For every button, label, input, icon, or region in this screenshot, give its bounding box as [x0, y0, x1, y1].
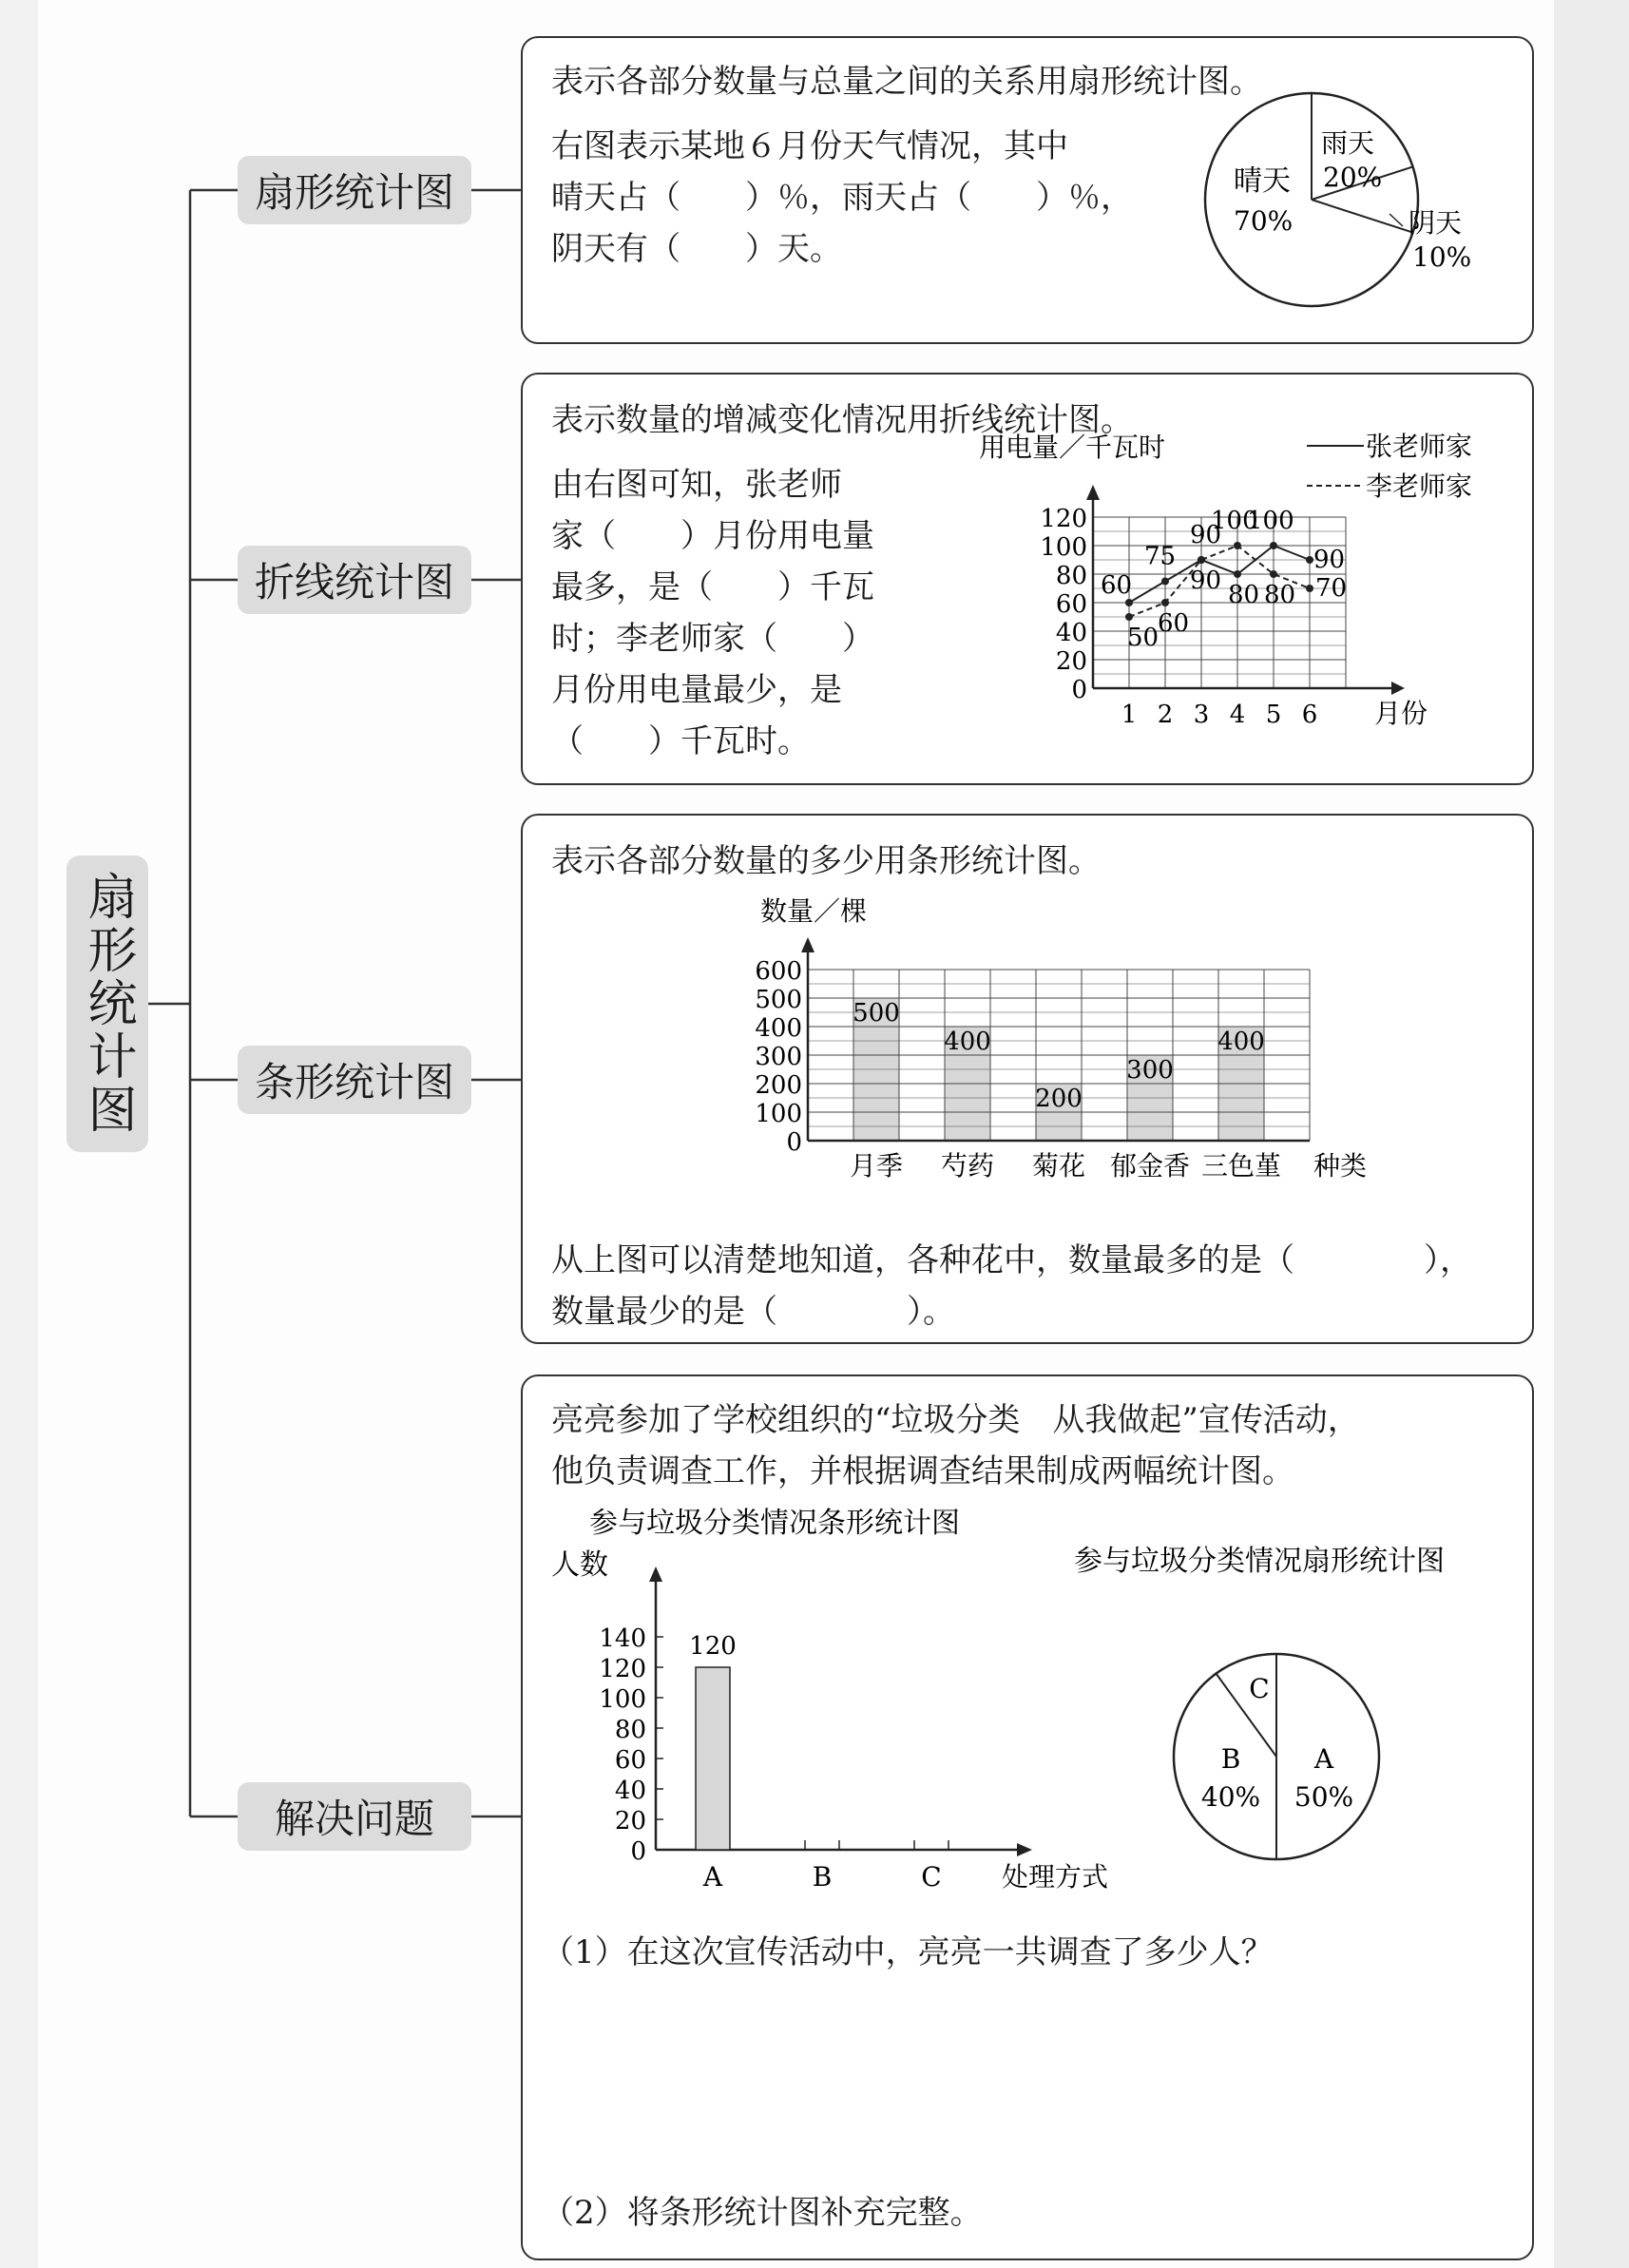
- bar-y-tick: 300: [755, 1043, 802, 1071]
- bar-y-tick: 500: [755, 986, 802, 1014]
- line-y-tick: 20: [1055, 647, 1087, 676]
- solve-card: [521, 1374, 1534, 2260]
- line-point: [1306, 556, 1313, 564]
- bar2-y-tick: 60: [614, 1746, 646, 1775]
- flower-bar-chart: [694, 892, 1368, 1196]
- line-question-3: 最多，是（ ）千瓦: [551, 568, 874, 606]
- solve-question-1: （1）在这次宣传活动中，亮亮一共调查了多少人？: [542, 1933, 1274, 1971]
- line-x-tick: 3: [1193, 701, 1210, 729]
- root-title: 扇形统计图: [79, 871, 136, 1137]
- bar2-y-label: 人数: [551, 1548, 608, 1582]
- bar2-y-tick: 20: [614, 1807, 646, 1836]
- pie-label-rainy: 雨天: [1321, 127, 1375, 159]
- legend-zhang: 张老师家: [1366, 431, 1473, 462]
- weather-pie-chart: [1188, 76, 1472, 323]
- pie-question-1: 右图表示某地６月份天气情况，其中: [551, 127, 1068, 165]
- line-point: [1125, 599, 1133, 606]
- bar2-y-arrow: [649, 1566, 662, 1582]
- line-point: [1125, 613, 1133, 621]
- line-y-label: 用电量／千瓦时: [979, 432, 1166, 463]
- line-data-label: 70: [1315, 574, 1348, 603]
- bar-data-label: 500: [853, 999, 900, 1028]
- solve-intro-1: 亮亮参加了学校组织的“垃圾分类 从我做起”宣传活动，: [551, 1401, 1360, 1439]
- line-question-1: 由右图可知，张老师: [551, 466, 842, 504]
- branch-line: 折线统计图: [238, 546, 471, 614]
- pie2-value-a: 50%: [1294, 1781, 1354, 1813]
- line-data-label: 80: [1228, 581, 1260, 609]
- line-data-label: 100: [1247, 507, 1294, 535]
- pie-label-sunny: 晴天: [1234, 164, 1291, 198]
- bar-x-tick: 菊花: [1031, 1150, 1086, 1182]
- bar2-data-label: 120: [689, 1632, 737, 1661]
- garbage-bar-chart: [542, 1507, 1109, 1909]
- line-point: [1161, 578, 1169, 586]
- line-card: [521, 373, 1534, 785]
- solve-question-2: （2）将条形统计图补充完整。: [542, 2194, 983, 2232]
- line-y-tick: 120: [1040, 505, 1087, 533]
- bar2-y-tick: 40: [614, 1777, 646, 1805]
- line-question-4: 时；李老师家（ ）: [551, 620, 874, 658]
- line-x-tick: 4: [1229, 701, 1246, 729]
- bar2-x-label: 处理方式: [1001, 1861, 1109, 1893]
- bar-x-tick: 三色堇: [1200, 1150, 1282, 1182]
- line-y-tick: 0: [1071, 676, 1087, 704]
- bar-x-tick: 郁金香: [1109, 1150, 1191, 1182]
- branch-pie: 扇形统计图: [238, 156, 471, 224]
- pie-value-rainy: 20%: [1323, 162, 1383, 193]
- root-node: [67, 855, 148, 1152]
- bar2-title: 参与垃圾分类情况条形统计图: [589, 1507, 960, 1540]
- line-data-label: 90: [1190, 567, 1222, 595]
- bar-y-tick: 600: [755, 957, 802, 986]
- bar2-y-tick: 0: [630, 1837, 646, 1866]
- bar2-y-tick: 100: [599, 1685, 646, 1714]
- bar-y-tick: 100: [755, 1100, 802, 1128]
- pie-label-cloudy: 阴天: [1409, 207, 1463, 239]
- bar-y-tick: 0: [786, 1128, 802, 1157]
- line-data-label: 90: [1313, 546, 1346, 574]
- legend-li: 李老师家: [1366, 471, 1473, 502]
- pie-card: [521, 36, 1534, 344]
- line-data-label: 90: [1190, 521, 1222, 549]
- pie-value-cloudy: 10%: [1412, 241, 1472, 273]
- bar-y-label: 数量／棵: [760, 895, 868, 927]
- bar-y-tick: 400: [755, 1014, 802, 1043]
- line-y-arrow: [1086, 485, 1100, 500]
- solve-intro-2: 他负责调查工作，并根据调查结果制成两幅统计图。: [551, 1452, 1294, 1490]
- line-point: [1198, 556, 1205, 564]
- line-question-6: （ ）千瓦时。: [551, 722, 810, 760]
- bar-data-label: 200: [1035, 1085, 1083, 1113]
- bar-x-tick: 芍药: [940, 1150, 995, 1182]
- bar-data-label: 300: [1126, 1056, 1174, 1085]
- bar-card: [521, 814, 1534, 1344]
- pie2-title: 参与垃圾分类情况扇形统计图: [1074, 1545, 1445, 1578]
- bar-y-arrow: [801, 937, 814, 952]
- line-x-tick: 6: [1301, 701, 1318, 729]
- bar-x-label: 种类: [1313, 1150, 1368, 1182]
- bar-data-label: 400: [944, 1028, 991, 1056]
- line-heading: 表示数量的增减变化情况用折线统计图。: [551, 401, 1133, 439]
- line-data-label: 80: [1264, 581, 1296, 609]
- branch-solve: 解决问题: [238, 1782, 471, 1851]
- line-point: [1234, 542, 1241, 549]
- pie2-label-b: B: [1220, 1743, 1241, 1775]
- line-x-tick: 5: [1265, 701, 1282, 729]
- line-data-label: 75: [1144, 542, 1177, 571]
- bar2-y-tick: 140: [599, 1624, 646, 1653]
- line-x-label: 月份: [1374, 698, 1428, 729]
- line-data-label: 50: [1127, 624, 1159, 652]
- line-x-tick: 1: [1121, 701, 1138, 729]
- bar2-bar: [696, 1667, 730, 1850]
- line-point: [1270, 570, 1277, 578]
- line-data-label: 100: [1211, 507, 1258, 535]
- bar-y-tick: 200: [755, 1071, 802, 1100]
- line-data-label: 60: [1101, 571, 1133, 600]
- bar2-x-tick: B: [812, 1861, 833, 1893]
- line-point: [1270, 542, 1277, 549]
- pie-heading: 表示各部分数量与总量之间的关系用扇形统计图。: [551, 63, 1262, 101]
- line-question-5: 月份用电量最少，是: [551, 671, 842, 709]
- bar-x-tick: 月季: [849, 1150, 904, 1182]
- bar2-x-tick: C: [921, 1861, 942, 1893]
- bar2-y-tick: 120: [599, 1655, 646, 1683]
- line-y-tick: 40: [1055, 619, 1087, 647]
- line-y-tick: 80: [1055, 562, 1087, 590]
- line-y-tick: 100: [1040, 533, 1087, 562]
- electricity-line-chart: [979, 431, 1511, 745]
- pie2-value-b: 40%: [1200, 1781, 1261, 1813]
- bar-heading: 表示各部分数量的多少用条形统计图。: [551, 842, 1101, 880]
- pie-value-sunny: 70%: [1234, 205, 1294, 237]
- garbage-pie-chart: [1074, 1547, 1530, 1861]
- pie-question-2: 晴天占（ ）％，雨天占（ ）％，: [551, 179, 1133, 217]
- pie2-label-a: A: [1313, 1743, 1334, 1775]
- bar-question-1: 从上图可以清楚地知道，各种花中，数量最多的是（ ），: [551, 1241, 1472, 1279]
- line-data-label: 60: [1158, 609, 1190, 638]
- bar2-x-arrow: [1017, 1843, 1032, 1856]
- bar2-x-tick: A: [702, 1861, 723, 1893]
- line-x-arrow: [1391, 682, 1405, 695]
- bar2-y-tick: 80: [614, 1716, 646, 1744]
- bar-question-2: 数量最少的是（ ）。: [551, 1293, 955, 1331]
- branch-bar: 条形统计图: [238, 1046, 471, 1114]
- line-point: [1306, 585, 1313, 592]
- line-x-tick: 2: [1157, 701, 1174, 729]
- line-point: [1234, 570, 1241, 578]
- pie2-label-c: C: [1249, 1673, 1270, 1704]
- pie-question-3: 阴天有（ ）天。: [551, 230, 842, 268]
- line-y-tick: 60: [1055, 590, 1087, 619]
- line-point: [1161, 599, 1169, 606]
- bar-data-label: 400: [1217, 1028, 1265, 1056]
- line-question-2: 家（ ）月份用电量: [551, 517, 874, 555]
